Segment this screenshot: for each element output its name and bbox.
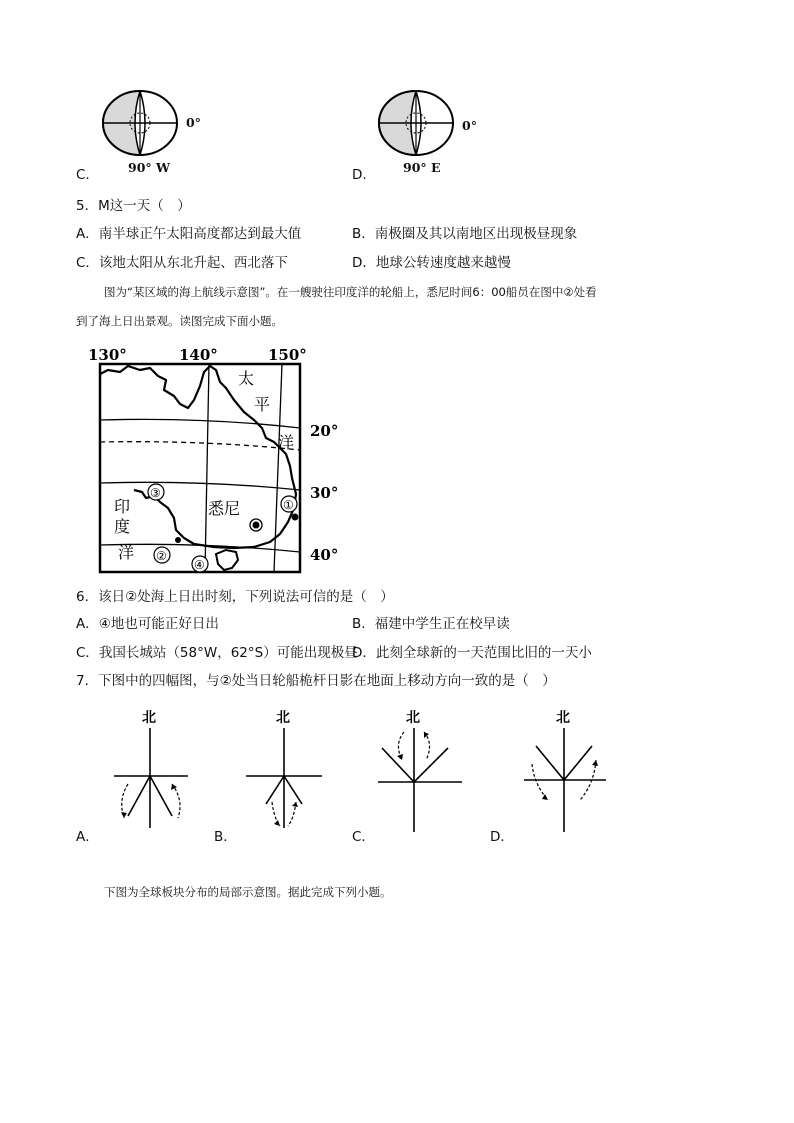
option-d-meridian-label: 90° E bbox=[403, 160, 441, 175]
option-d-letter[interactable]: D. bbox=[352, 167, 367, 183]
q7-diagram-b bbox=[242, 704, 326, 832]
map-label-du: 度 bbox=[114, 517, 131, 536]
map-lon-150: 150° bbox=[268, 346, 307, 364]
map-lat-20: 20° bbox=[310, 422, 339, 440]
map-label-yang-east: 洋 bbox=[278, 433, 295, 452]
q5-option-d[interactable]: D．地球公转速度越来越慢 bbox=[352, 255, 511, 271]
map-marker-3: ③ bbox=[150, 486, 161, 500]
map-marker-4: ④ bbox=[194, 558, 205, 572]
q6-stem: 6．该日②处海上日出时刻，下列说法可信的是（ ） bbox=[76, 589, 394, 605]
q7-diagram-a bbox=[108, 704, 192, 832]
q5-stem: 5．M这一天（ ） bbox=[76, 198, 191, 214]
q7-c-north: 北 bbox=[406, 710, 420, 726]
map-marker-1: ① bbox=[283, 498, 294, 512]
q6-option-a[interactable]: A．④地也可能正好日出 bbox=[76, 616, 219, 632]
map-lat-30: 30° bbox=[310, 484, 339, 502]
map-lat-40: 40° bbox=[310, 546, 339, 564]
q7-diagram-c bbox=[374, 704, 470, 832]
map-lon-130: 130° bbox=[88, 346, 127, 364]
q7-stem: 7．下图中的四幅图，与②处当日轮船桅杆日影在地面上移动方向一致的是（ ） bbox=[76, 673, 556, 689]
q7-option-c[interactable]: C． bbox=[352, 829, 375, 845]
q7-option-a[interactable]: A． bbox=[76, 829, 99, 845]
map-marker-2: ② bbox=[156, 549, 167, 563]
map-label-yang-west: 洋 bbox=[118, 543, 135, 562]
q7-option-b[interactable]: B． bbox=[214, 829, 237, 845]
q7-d-north: 北 bbox=[556, 710, 570, 726]
q6-option-b[interactable]: B．福建中学生正在校早读 bbox=[352, 616, 510, 632]
q7-b-north: 北 bbox=[276, 710, 290, 726]
map-label-yin: 印 bbox=[114, 497, 131, 516]
option-c-meridian-label: 90° W bbox=[128, 160, 171, 175]
q6-option-d[interactable]: D．此刻全球新的一天范围比旧的一天小 bbox=[352, 645, 592, 661]
q5-option-a[interactable]: A．南半球正午太阳高度都达到最大值 bbox=[76, 226, 302, 242]
q7-diagram-d bbox=[520, 704, 610, 832]
q5-option-b[interactable]: B．南极圈及其以南地区出现极昼现象 bbox=[352, 226, 578, 242]
option-c-letter[interactable]: C. bbox=[76, 167, 90, 183]
sea-route-map-svg bbox=[84, 342, 354, 582]
q7-a-north: 北 bbox=[142, 710, 156, 726]
map-label-tai: 太 bbox=[238, 369, 255, 388]
map-label-ping: 平 bbox=[254, 395, 271, 414]
sea-route-map bbox=[84, 342, 354, 582]
option-d-equator-label: 0° bbox=[462, 118, 477, 133]
q6-option-c[interactable]: C．我国长城站（58°W，62°S）可能出现极昼 bbox=[76, 645, 358, 661]
map-label-sydney: 悉尼 bbox=[208, 499, 241, 518]
map-lon-140: 140° bbox=[179, 346, 218, 364]
option-c-equator-label: 0° bbox=[186, 115, 201, 130]
passage3-text: 下图为全球板块分布的局部示意图。据此完成下列小题。 bbox=[104, 885, 392, 899]
q7-option-d[interactable]: D． bbox=[490, 829, 514, 845]
q5-option-c[interactable]: C．该地太阳从东北升起、西北落下 bbox=[76, 255, 288, 271]
passage2-line1: 图为“某区域的海上航线示意图”。在一艘驶往印度洋的轮船上，悉尼时间6：00船员在图中②处看 bbox=[104, 285, 597, 299]
passage2-line2: 到了海上日出景观。读图完成下面小题。 bbox=[76, 314, 283, 328]
